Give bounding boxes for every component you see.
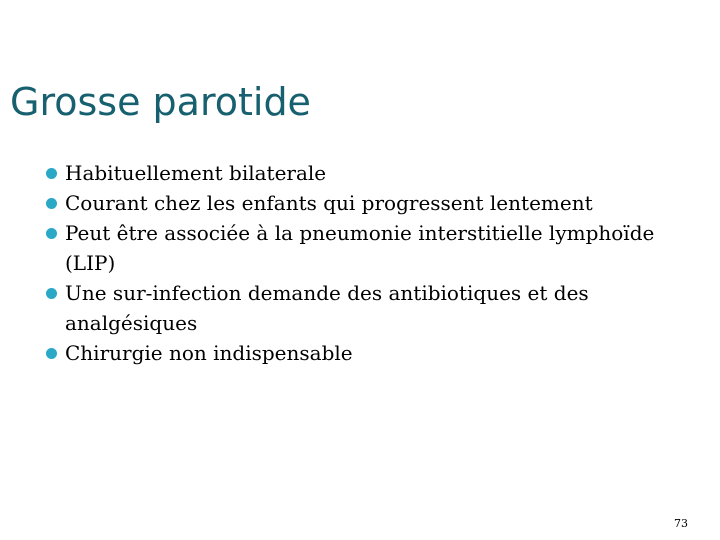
bullet-text: Courant chez les enfants qui progressent lentement (65, 191, 593, 215)
bullet-icon (46, 198, 57, 209)
bullet-text: Chirurgie non indispensable (65, 341, 353, 365)
bullet-list (46, 158, 666, 368)
bullet-text: Peut être associée à la pneumonie interstitielle lymphoïde (LIP) (65, 221, 655, 275)
bullet-text: Une sur-infection demande des antibiotiques et des analgésiques (65, 281, 589, 335)
slide-title: Grosse parotide (10, 80, 311, 124)
bullet-item (46, 188, 666, 218)
bullet-item (46, 278, 666, 338)
bullet-item (46, 218, 666, 278)
bullet-item (46, 158, 666, 188)
page-number: 73 (674, 517, 688, 530)
bullet-item (46, 338, 666, 368)
bullet-icon (46, 288, 57, 299)
bullet-icon (46, 348, 57, 359)
bullet-text: Habituellement bilaterale (65, 161, 327, 185)
bullet-icon (46, 228, 57, 239)
bullet-icon (46, 168, 57, 179)
